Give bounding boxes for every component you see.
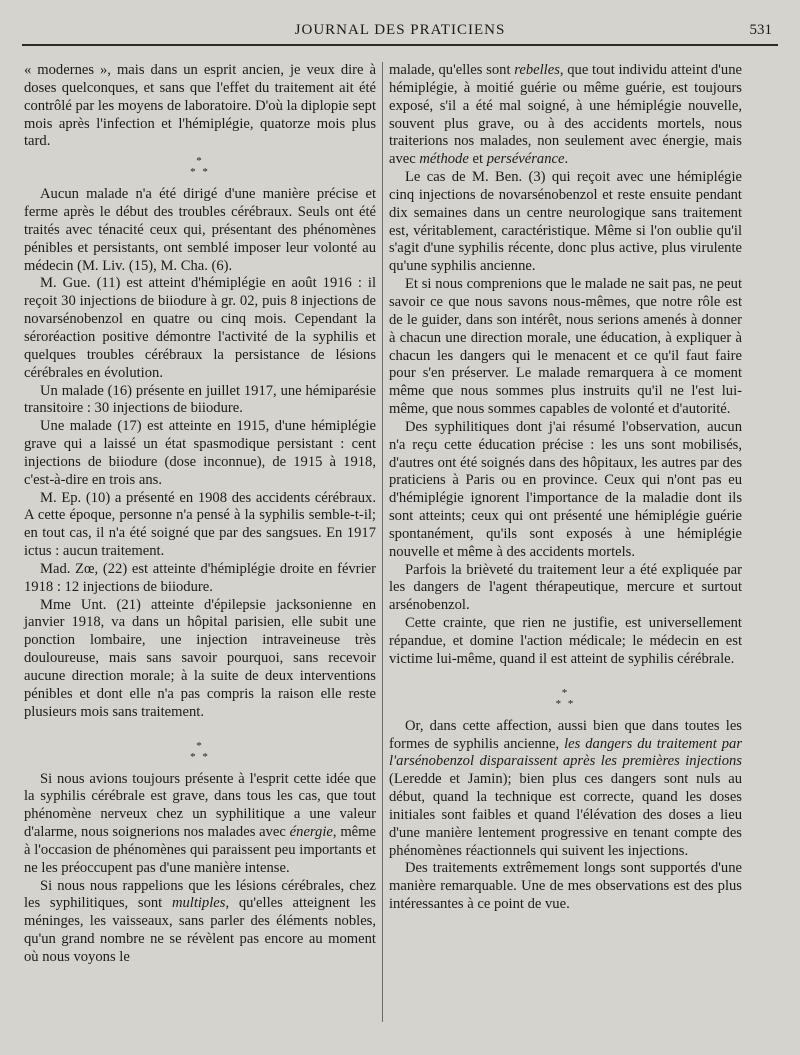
- paragraph: Des traitements extrêmement longs sont supportés d'une manière remarquable. Une de mes observations est des plus intéressantes à ce point de vue.: [389, 860, 742, 913]
- paragraph: Un malade (16) présente en juillet 1917, une hémiparésie transitoire : 30 injections de biiodure.: [24, 382, 376, 417]
- journal-title: JOURNAL DES PRATICIENS: [294, 22, 506, 38]
- section-separator-stars: * * *: [190, 739, 210, 763]
- paragraph: Et si nous comprenions que le malade ne sait pas, ne peut savoir ce que nous savons nous-mêmes, que notre rôle est de le guider, dans son intérêt, nous serions amenés à donner à chacun une direction morale, une éducation, à expliquer à chacun les dangers qui le menacent et ce qu'il faut faire pour s'en préserver. Le malade remarquera à ce moment même que nous sommes plus instruits qu'il ne l'est lui-même, que nous sommes capables de volonté et d'autorité.: [389, 276, 742, 418]
- section-separator-stars: * * *: [555, 686, 576, 710]
- column-divider: [382, 62, 383, 1022]
- paragraph: Or, dans cette affection, aussi bien que dans toutes les formes de syphilis ancienne, les dangers du traitement par l'arsénobenzol disparaissent après les premières injections (Leredde et Jamin); bien plus ces dangers sont nuls au début, quand la technique est correcte, quand les doses initiales sont faibles et quand l'élévation des doses a lieu d'une manière lentement progressive en tenant compte des phénomènes réactionnels qui suivent les injections.: [389, 717, 742, 859]
- paragraph: M. Gue. (11) est atteint d'hémiplégie en août 1916 : il reçoit 30 injections de biiodure à gr. 02, puis 8 injections de novarsénobenzol en quatre ou cinq mois. Cependant la séroréaction positive démontre l'activité de la syphilis et quelques troubles cérébraux la persistance de lésions cérébrales en évolution.: [24, 275, 376, 381]
- paragraph: Des syphilitiques dont j'ai résumé l'observation, aucun n'a reçu cette éducation précise : les uns sont mobilisés, d'autres ont été soignés dans des hôpitaux, les autres par des praticiens à Paris ou en province. Ceux qui n'ont pas eu d'hémiplégie ignorent l'importance de la maladie dont ils sont atteints; ceux qui ont présenté une hémiplégie guérie spontanément, qu'ils sont exposés à une hémiplégie nouvelle et même à des accidents mortels.: [389, 418, 742, 560]
- paragraph: Mme Unt. (21) atteinte d'épilepsie jacksonienne en janvier 1918, va dans un hôpital parisien, elle subit une ponction lombaire, une injection intraveineuse très douloureuse, mais sans savoir pourquoi, sans recevoir aucune direction morale; à la suite de deux interventions pénibles et dont elle n'a pas compris la raison elle reste plusieurs mois sans traitement.: [24, 596, 376, 720]
- paragraph: M. Ep. (10) a présenté en 1908 des accidents cérébraux. A cette époque, personne n'a pensé à la syphilis semble-t-il; en tout cas, il n'a été soigné que par des sangsues. En 1917 ictus : aucun traitement.: [24, 489, 376, 560]
- paragraph: Aucun malade n'a été dirigé d'une manière précise et ferme après le début des troubles cérébraux. Seuls ont été traités avec ténacité ceux qui, présentant des phénomènes pénibles et persistants, ont semblé imposer leur volonté au médecin (M. Liv. (15), M. Cha. (6).: [24, 186, 376, 274]
- paragraph: « modernes », mais dans un esprit ancien, je veux dire à doses quelconques, et sans que l'effet du traitement ait été contrôlé par les moyens de laboratoire. D'où la diplopie sept mois après l'infection et l'hémiplégie, quatorze mois plus tard.: [24, 62, 376, 150]
- paragraph: Mad. Zœ, (22) est atteinte d'hémiplégie droite en février 1918 : 12 injections de biiodure.: [24, 560, 376, 595]
- paragraph: Si nous nous rappelions que les lésions cérébrales, chez les syphilitiques, sont multiples, qu'elles atteignent les méninges, les vaisseaux, sans parler des éléments nobles, qu'un grand nombre ne se révèlent pas encore au moment où nous voyons le: [24, 877, 376, 965]
- section-separator-stars: * * *: [190, 155, 210, 179]
- paragraph: Parfois la brièveté du traitement leur a été expliquée par les dangers de l'agent thérapeutique, mercure et surtout arsénobenzol.: [389, 561, 742, 614]
- page-number: 531: [749, 22, 772, 38]
- right-column: [389, 62, 742, 914]
- paragraph: Le cas de M. Ben. (3) qui reçoit avec une hémiplégie cinq injections de novarsénobenzol et reste ensuite pendant dix semaines dans un centre neurologique sans traitement est, véritablement, caractéristique. Même si l'on oublie qu'il s'agit d'une syphilis récente, donc plus active, plus virulente qu'une syphilis ancienne.: [389, 169, 742, 275]
- paragraph: malade, qu'elles sont rebelles, que tout individu atteint d'une hémiplégie, à moitié guérie ou même guérie, est toujours exposé, s'il a été mal soigné, à une hémiplégie nouvelle, souvent plus grave, ou à des accidents mortels, nous traiterions nos malades, non seulement avec énergie, mais avec méthode et persévérance.: [389, 62, 743, 168]
- paragraph: Si nous avions toujours présente à l'esprit cette idée que la syphilis cérébrale est grave, dans tous les cas, que tout phénomène nerveux chez un syphilitique a une valeur d'alarme, nous soignerions nos malades avec énergie, même à l'occasion de phénomènes qui paraissent peu importants et ne les préoccupent pas d'une manière intense.: [24, 770, 376, 876]
- page-header: [22, 14, 778, 46]
- paragraph: Une malade (17) est atteinte en 1915, d'une hémiplégie grave qui a laissé un état spasmodique persistant : cent injections de biiodure (dose inconnue), de 1915 à 1918, c'est-à-dire en trois ans.: [24, 418, 376, 488]
- paragraph: Cette crainte, que rien ne justifie, est universellement répandue, et domine l'action médicale; le médecin en est victime lui-même, quand il est atteint de syphilis cérébrale.: [389, 615, 742, 667]
- left-column: [24, 62, 376, 967]
